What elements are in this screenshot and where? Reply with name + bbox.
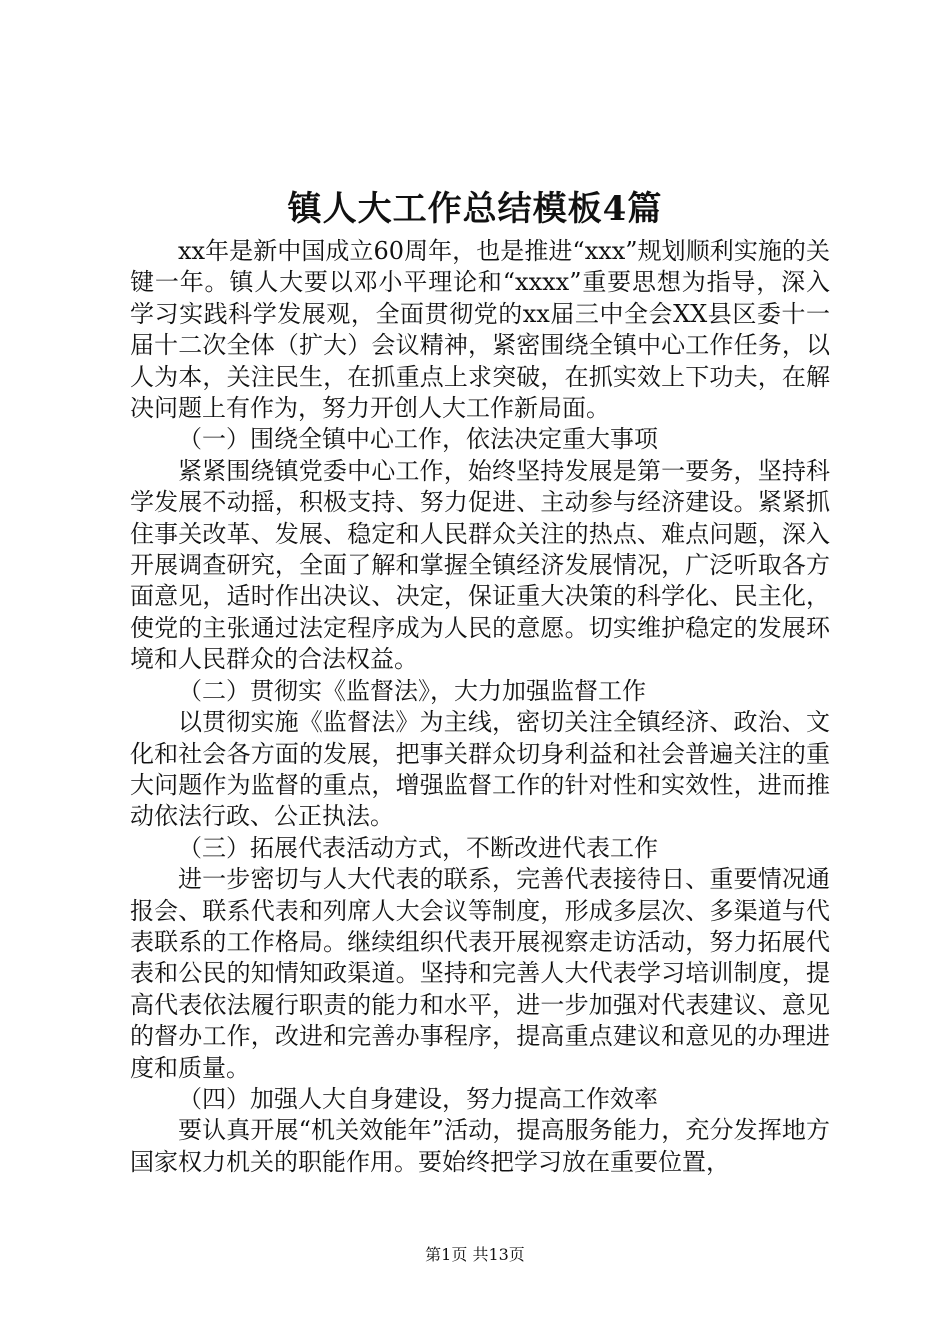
document-title: 镇人大工作总结模板4篇 [287, 189, 663, 229]
intro-paragraph: xx年是新中国成立60周年，也是推进“xxx”规划顺利实施的关键一年。镇人大要以邓小平理论和“xxxx”重要思想为指导，深入学习实践科学发展观，全面贯彻党的xx届三中全会XX县区委十一届十二次全体（扩大）会议精神，紧密围绕全镇中心工作任务，以人为本，关注民生，在抓重点上求突破，在抓实效上下功夫，在解决问题上有作为，努力开创人大工作新局面。 [130, 237, 830, 423]
section-heading-2: （二）贯彻实《监督法》，大力加强监督工作 [178, 676, 646, 705]
section-heading-1: （一）围绕全镇中心工作，依法决定重大事项 [178, 425, 658, 454]
page-number-footer: 第1页 共13页 [425, 1245, 525, 1264]
section-paragraph-2: 以贯彻实施《监督法》为主线，密切关注全镇经济、政治、文化和社会各方面的发展，把事关群众切身利益和社会普遍关注的重大问题作为监督的重点，增强监督工作的针对性和实效性，进而推动依法行政、公正执法。 [130, 708, 830, 831]
section-heading-3: （三）拓展代表活动方式，不断改进代表工作 [178, 833, 658, 862]
document-body [130, 236, 830, 1178]
section-heading-4: （四）加强人大自身建设，努力提高工作效率 [178, 1084, 658, 1113]
section-paragraph-4: 要认真开展“机关效能年”活动，提高服务能力，充分发挥地方国家权力机关的职能作用。要始终把学习放在重要位置， [130, 1116, 830, 1176]
section-paragraph-3: 进一步密切与人大代表的联系，完善代表接待日、重要情况通报会、联系代表和列席人大会议等制度，形成多层次、多渠道与代表联系的工作格局。继续组织代表开展视察走访活动，努力拓展代表和公民的知情知政渠道。坚持和完善人大代表学习培训制度，提高代表依法履行职责的能力和水平，进一步加强对代表建议、意见的督办工作，改进和完善办事程序，提高重点建议和意见的办理进度和质量。 [130, 865, 830, 1082]
section-paragraph-1: 紧紧围绕镇党委中心工作，始终坚持发展是第一要务，坚持科学发展不动摇，积极支持、努力促进、主动参与经济建设。紧紧抓住事关改革、发展、稳定和人民群众关注的热点、难点问题，深入开展调查研究，全面了解和掌握全镇经济发展情况，广泛听取各方面意见，适时作出决议、决定，保证重大决策的科学化、民主化，使党的主张通过法定程序成为人民的意愿。切实维护稳定的发展环境和人民群众的合法权益。 [130, 456, 830, 674]
